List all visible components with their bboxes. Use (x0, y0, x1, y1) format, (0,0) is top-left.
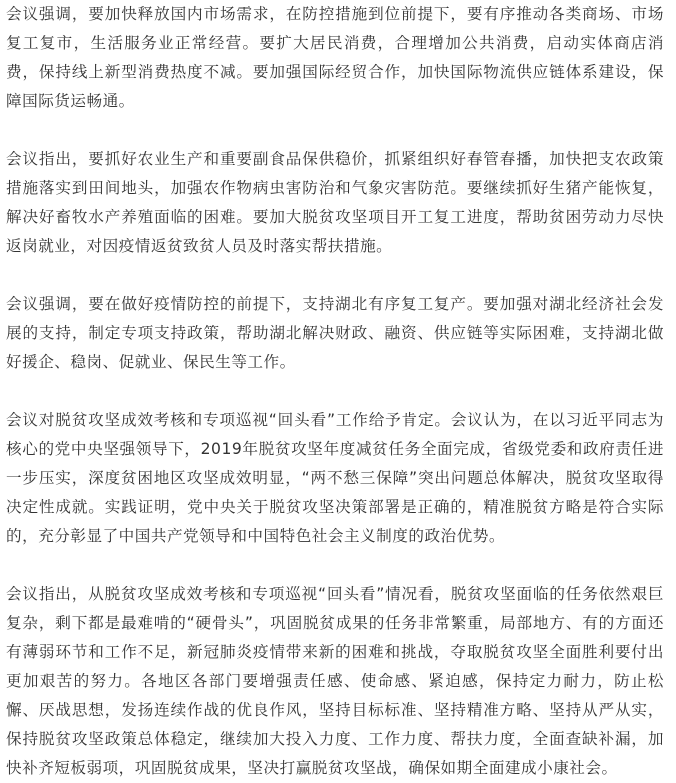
paragraph-poverty-tasks: 会议指出，从脱贫攻坚成效考核和专项巡视“回头看”情况看，脱贫攻坚面临的任务依然艰巨复杂，剩下都是最难啃的“硬骨头”，巩固脱贫成果的任务非常繁重，局部地方、有的方面还有薄弱环节和工作不足，新冠肺炎疫情带来新的困难和挑战，夺取脱贫攻坚全面胜利要付出更加艰苦的努力。各地区各部门要增强责任感、使命感、紧迫感，保持定力耐力，防止松懈、厌战思想，发扬连续作战的优良作风，坚持目标标准、坚持精准方略、坚持从严从实，保持脱贫攻坚政策总体稳定，继续加大投入力度、工作力度、帮扶力度，全面查缺补漏，加快补齐短板弱项，巩固脱贫成果，坚决打赢脱贫攻坚战，确保如期全面建成小康社会。 (6, 585, 664, 777)
paragraph-hubei-support: 会议强调，要在做好疫情防控的前提下，支持湖北有序复工复产。要加强对湖北经济社会发展的支持，制定专项支持政策，帮助湖北解决财政、融资、供应链等实际困难，支持湖北做好援企、稳岗、促就业、保民生等工作。 (6, 295, 664, 371)
paragraph-agriculture: 会议指出，要抓好农业生产和重要副食品保供稳价，抓紧组织好春管春播，加快把支农政策措施落实到田间地头，加强农作物病虫害防治和气象灾害防范。要继续抓好生猪产能恢复，解决好畜牧水产养殖面临的困难。要加大脱贫攻坚项目开工复工进度，帮助贫困劳动力尽快返岗就业，对因疫情返贫致贫人员及时落实帮扶措施。 (6, 150, 664, 255)
paragraph-domestic-demand: 会议强调，要加快释放国内市场需求，在防控措施到位前提下，要有序推动各类商场、市场复工复市，生活服务业正常经营。要扩大居民消费，合理增加公共消费，启动实体商店消费，保持线上新型消费热度不减。要加强国际经贸合作，加快国际物流供应链体系建设，保障国际货运畅通。 (6, 5, 664, 110)
paragraph-poverty-assessment: 会议对脱贫攻坚成效考核和专项巡视“回头看”工作给予肯定。会议认为，在以习近平同志为核心的党中央坚强领导下，2019年脱贫攻坚年度减贫任务全面完成，省级党委和政府责任进一步压实，深度贫困地区攻坚成效明显，“两不愁三保障”突出问题总体解决，脱贫攻坚取得决定性成就。实践证明，党中央关于脱贫攻坚决策部署是正确的，精准脱贫方略是符合实际的，充分彰显了中国共产党领导和中国特色社会主义制度的政治优势。 (6, 411, 664, 545)
